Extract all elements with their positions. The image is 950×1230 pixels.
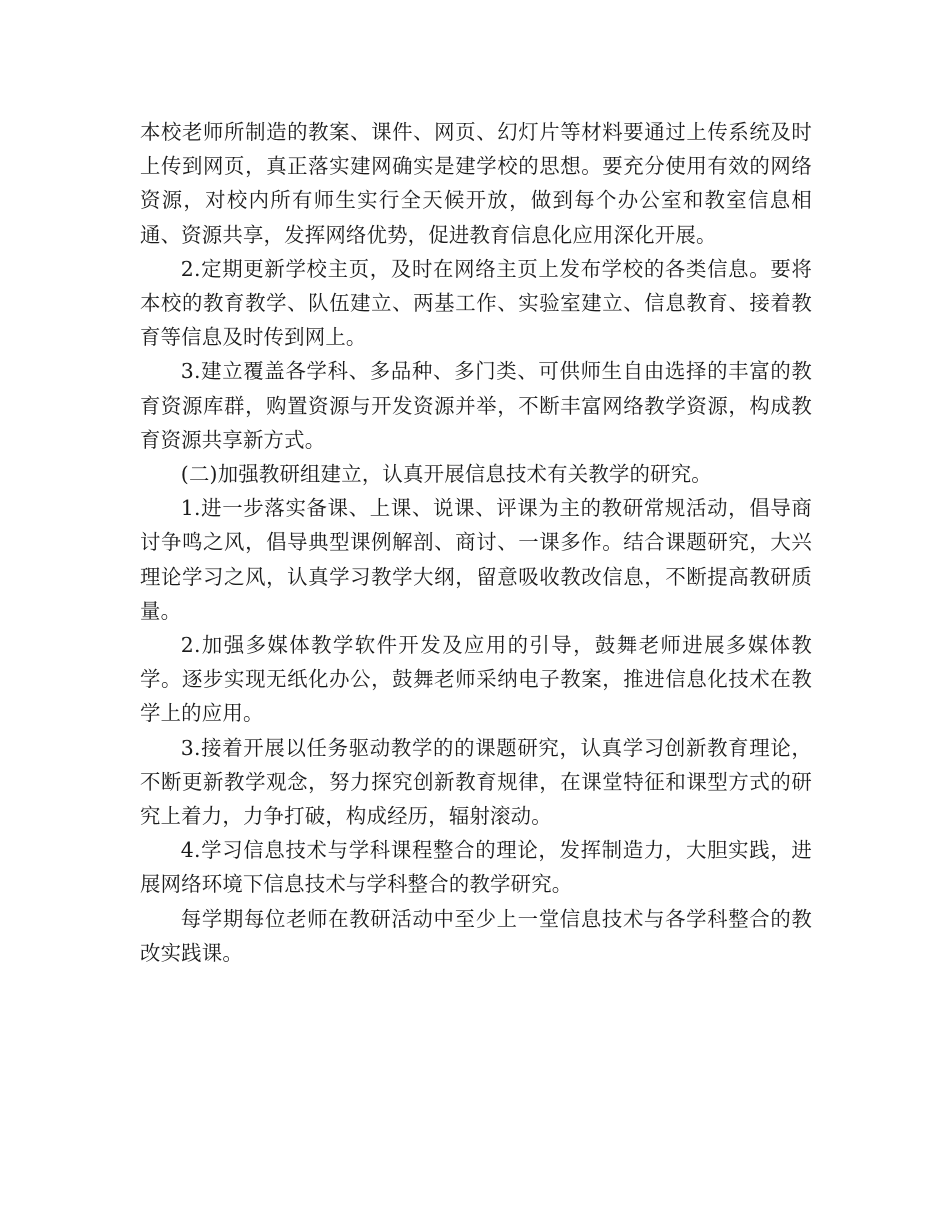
paragraph-6: 2.加强多媒体教学软件开发及应用的引导，鼓舞老师进展多媒体教学。逐步实现无纸化办公，鼓舞老师采纳电子教案，推进信息化技术在教学上的应用。 xyxy=(140,633,812,726)
document-page xyxy=(140,115,812,970)
paragraph-5: 1.进一步落实备课、上课、说课、评课为主的教研常规活动，倡导商讨争鸣之风，倡导典型课例解剖、商讨、一课多作。结合课题研究，大兴理论学习之风，认真学习教学大纲，留意吸收教改信息，不断提高教研质量。 xyxy=(140,496,812,623)
paragraph-3: 3.建立覆盖各学科、多品种、多门类、可供师生自由选择的丰富的教育资源库群，购置资源与开发资源并举，不断丰富网络教学资源，构成教育资源共享新方式。 xyxy=(140,359,812,452)
paragraph-2: 2.定期更新学校主页，及时在网络主页上发布学校的各类信息。要将本校的教育教学、队伍建立、两基工作、实验室建立、信息教育、接着教育等信息及时传到网上。 xyxy=(140,256,812,350)
paragraph-8: 4.学习信息技术与学科课程整合的理论，发挥制造力，大胆实践，进展网络环境下信息技术与学科整合的教学研究。 xyxy=(140,838,812,897)
paragraph-7: 3.接着开展以任务驱动教学的的课题研究，认真学习创新教育理论，不断更新教学观念，努力探究创新教育规律，在课堂特征和课型方式的研究上着力，力争打破，构成经历，辐射滚动。 xyxy=(140,735,812,829)
section-heading: (二)加强教研组建立，认真开展信息技术有关教学的研究。 xyxy=(180,462,712,487)
paragraph-9: 每学期每位老师在教研活动中至少上一堂信息技术与各学科整合的教改实践课。 xyxy=(140,906,812,965)
paragraph-1: 本校老师所制造的教案、课件、网页、幻灯片等材料要通过上传系统及时上传到网页，真正落实建网确实是建学校的思想。要充分使用有效的网络资源，对校内所有师生实行全天候开放，做到每个办公室和教室信息相通、资源共享，发挥网络优势，促进教育信息化应用深化开展。 xyxy=(140,120,812,247)
